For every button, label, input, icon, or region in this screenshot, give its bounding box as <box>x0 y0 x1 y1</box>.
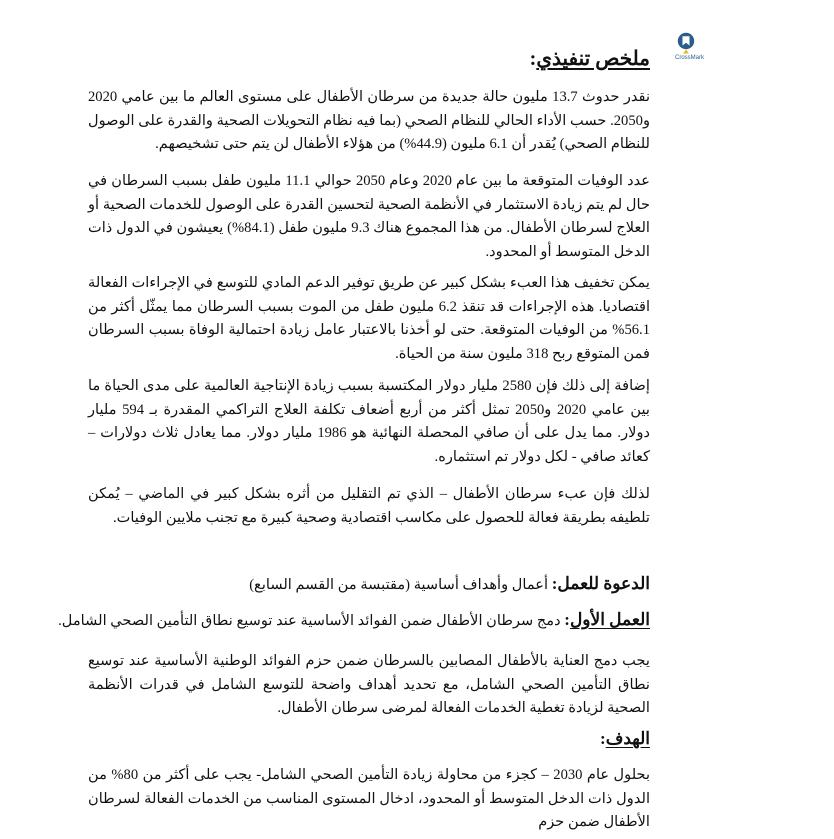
crossmark-logo[interactable] <box>675 32 705 61</box>
summary-title-text: ملخص تنفيذي <box>536 48 650 70</box>
summary-paragraph-3-text: يمكن تخفيف هذا العبء بشكل كبير عن طريق توفير الدعم المادي للتوسع في الإجراءات الفعالة اقتصاديا. هذه الإجراءات قد تنقذ 6.2 مليون طفل من الموت بسبب السرطان مما يمثّل أكثر من 56.1% من الوفيات المتوقعة. حتى لو أخذنا بالاعتبار عامل زيادة احتمالية الوفاة بسبب السرطان فمن المتوقع ربح 318 مليون سنة من الحياة. <box>88 275 650 362</box>
call-to-action-heading <box>249 574 650 594</box>
summary-paragraph-3 <box>88 272 650 366</box>
action-one-heading <box>58 610 650 630</box>
goal-paragraph <box>88 764 650 835</box>
action-one-text: دمج سرطان الأطفال ضمن الفوائد الأساسية عند توسيع نطاق التأمين الصحي الشامل. <box>58 613 565 629</box>
summary-paragraph-4 <box>88 375 650 469</box>
call-to-action-text: أعمال وأهداف أساسية (مقتبسة من القسم السابع) <box>249 577 552 593</box>
summary-paragraph-5 <box>88 483 650 530</box>
goal-colon: : <box>600 729 606 748</box>
call-to-action-label: الدعوة للعمل: <box>551 574 650 593</box>
action-one-colon: : <box>564 610 570 629</box>
action-one-label: العمل الأول <box>569 610 650 629</box>
goal-heading <box>600 729 650 749</box>
goal-paragraph-text: بحلول عام 2030 – كجزء من محاولة زيادة التأمين الصحي الشامل- يجب على أكثر من 80% من الدول ذات الدخل المتوسط أو المحدود، ادخال المستوى المناسب من الخدمات الفعالة لسرطان الأطفال ضمن حزم <box>88 767 651 831</box>
summary-paragraph-1-text: نقدر حدوث 13.7 مليون حالة جديدة من سرطان الأطفال على مستوى العالم ما بين عامي 2020 و2050. حسب الأداء الحالي للنظام الصحي (بما فيه نظام التحويلات الصحية والقدرة على الوصول للنظام الصحي) يُقدر أن 6.1 مليون (44.9%) من هؤلاء الأطفال لن يتم حتى تشخيصهم. <box>88 89 651 153</box>
action-one-paragraph <box>88 650 650 721</box>
summary-paragraph-2 <box>88 170 650 264</box>
summary-paragraph-1 <box>88 86 650 157</box>
crossmark-label: CrossMark <box>675 55 705 61</box>
summary-title-colon: : <box>529 48 537 70</box>
summary-paragraph-4-text: إضافة إلى ذلك فإن 2580 مليار دولار المكتسبة بسبب زيادة الإنتاجية العالمية على مدى الحياة ما بين عامي 2020 و2050 تمثل أكثر من أربع أضعاف تكلفة العلاج التراكمي المقدرة بـ 594 مليار دولار. مما يدل على أن صافي المحصلة النهائية هو 1986 مليار دولار. مما يعادل ثلاث دولارات – كعائد صافي - لكل دولار تم استثماره. <box>88 378 650 465</box>
crossmark-icon <box>677 32 695 54</box>
summary-paragraph-5-text: لذلك فإن عبء سرطان الأطفال – الذي تم التقليل من أثره بشكل كبير في الماضي – يُمكن تلطيفه بطريقة فعالة للحصول على مكاسب اقتصادية وصحية كبيرة مع تجنب ملايين الوفيات. <box>88 486 650 526</box>
goal-label: الهدف <box>605 729 650 748</box>
summary-title <box>530 46 650 71</box>
summary-paragraph-2-text: عدد الوفيات المتوقعة ما بين عام 2020 وعام 2050 حوالي 11.1 مليون طفل بسبب السرطان في حال لم يتم زيادة الاستثمار في الأنظمة الصحية لتحسين القدرة على الوصول للخدمات الصحية أو العلاج لسرطان الأطفال. من هذا المجموع هناك 9.3 مليون طفل (84.1%) يعيشون في الدول ذات الدخل المتوسط أو المحدود. <box>88 173 650 260</box>
action-one-paragraph-text: يجب دمج العناية بالأطفال المصابين بالسرطان ضمن حزم الفوائد الوطنية الأساسية عند توسيع نطاق التأمين الصحي الشامل، مع تحديد أهداف واضحة للتوسع الشامل في قدرات الأنظمة الصحية لزيادة تغطية الخدمات الفعالة لمرضى سرطان الأطفال. <box>88 653 650 717</box>
